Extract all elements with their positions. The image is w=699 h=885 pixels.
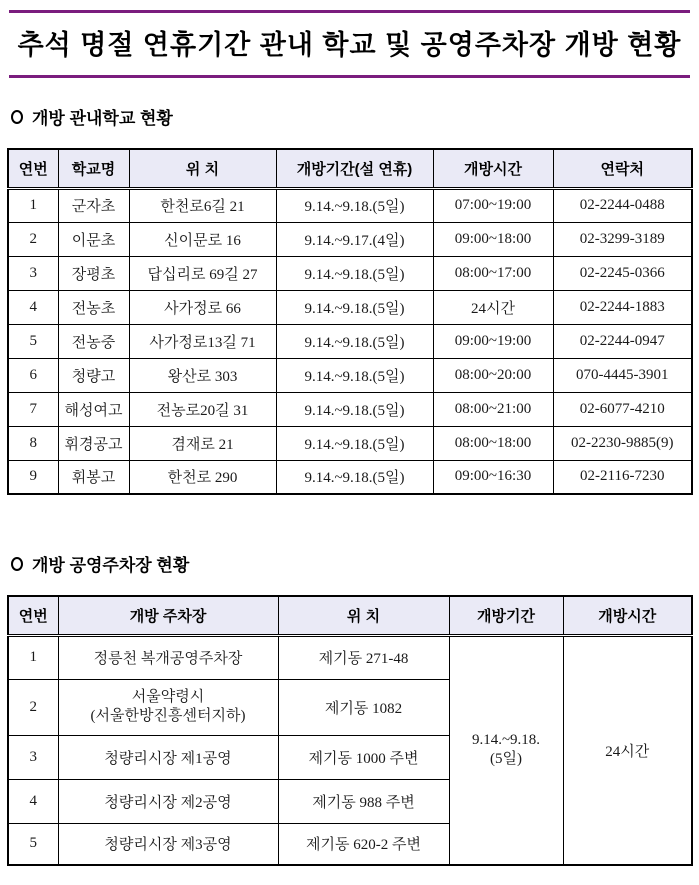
cell-period: 9.14.~9.18.(5일) [276,188,433,222]
cell-hours: 08:00~18:00 [433,426,553,460]
cell-hours: 09:00~18:00 [433,222,553,256]
table-row [8,188,692,222]
cell-no: 4 [8,779,58,823]
cell-period: 9.14.~9.18.(5일) [276,392,433,426]
section-heading-schools [11,104,692,129]
cell-hours: 24시간 [433,290,553,324]
table-row [8,426,692,460]
cell-location: 제기동 1082 [278,679,449,735]
table-row [8,256,692,290]
cell-hours: 08:00~21:00 [433,392,553,426]
cell-contact: 02-2244-0488 [553,188,692,222]
column-header-location: 위 치 [278,596,449,635]
section-heading-schools-label: 개방 관내학교 현황 [32,109,173,129]
cell-school-name: 휘봉고 [58,460,129,494]
column-header-period: 개방기간(설 연휴) [276,149,433,188]
cell-contact: 02-2116-7230 [553,460,692,494]
cell-contact: 02-2230-9885(9) [553,426,692,460]
cell-contact: 02-6077-4210 [553,392,692,426]
table-row [8,635,692,679]
page-title: 추석 명절 연휴기간 관내 학교 및 공영주차장 개방 현황 [17,30,682,60]
title-rule-top [9,10,690,13]
table-row [8,460,692,494]
cell-location: 사가정로 66 [129,290,276,324]
cell-hours-merged: 24시간 [563,635,692,865]
section-heading-parking-label: 개방 공영주차장 현황 [32,556,190,576]
cell-school-name: 해성여고 [58,392,129,426]
column-header-contact: 연락처 [553,149,692,188]
cell-no: 3 [8,735,58,779]
column-header-hours: 개방시간 [433,149,553,188]
cell-location: 제기동 988 주변 [278,779,449,823]
column-header-school-name: 학교명 [58,149,129,188]
cell-location: 답십리로 69길 27 [129,256,276,290]
column-header-no: 연번 [8,149,58,188]
cell-period: 9.14.~9.18.(5일) [276,426,433,460]
cell-no: 1 [8,188,58,222]
period-line1: 9.14.~9.18. [471,731,541,748]
cell-school-name: 군자초 [58,188,129,222]
parking-table-header-row [8,596,692,635]
column-header-parking-name: 개방 주차장 [58,596,278,635]
cell-period: 9.14.~9.17.(4일) [276,222,433,256]
cell-hours: 08:00~20:00 [433,358,553,392]
cell-location: 제기동 620-2 주변 [278,823,449,865]
cell-period: 9.14.~9.18.(5일) [276,290,433,324]
schools-table [7,148,693,495]
cell-location: 사가정로13길 71 [129,324,276,358]
cell-contact: 070-4445-3901 [553,358,692,392]
cell-school-name: 휘경공고 [58,426,129,460]
cell-school-name: 전농중 [58,324,129,358]
cell-no: 5 [8,823,58,865]
cell-period: 9.14.~9.18.(5일) [276,256,433,290]
cell-no: 5 [8,324,58,358]
cell-contact: 02-2244-1883 [553,290,692,324]
cell-parking-name: 청량리시장 제1공영 [58,735,278,779]
cell-parking-name [58,679,278,735]
parking-table [7,595,693,866]
cell-location: 제기동 1000 주변 [278,735,449,779]
column-header-no: 연번 [8,596,58,635]
cell-hours: 09:00~19:00 [433,324,553,358]
column-header-hours: 개방시간 [563,596,692,635]
parking-name-line2: (서울한방진흥센터지하) [90,708,246,725]
cell-parking-name: 청량리시장 제2공영 [58,779,278,823]
cell-school-name: 청량고 [58,358,129,392]
cell-no: 8 [8,426,58,460]
schools-table-header-row [8,149,692,188]
cell-no: 3 [8,256,58,290]
document-page [0,10,699,866]
table-row [8,358,692,392]
period-line2: (5일) [490,751,522,768]
cell-no: 7 [8,392,58,426]
cell-location: 신이문로 16 [129,222,276,256]
cell-period-merged [449,635,563,865]
cell-contact: 02-2244-0947 [553,324,692,358]
cell-no: 4 [8,290,58,324]
cell-no: 2 [8,222,58,256]
cell-no: 6 [8,358,58,392]
cell-school-name: 전농초 [58,290,129,324]
cell-contact: 02-3299-3189 [553,222,692,256]
cell-location: 한천로6길 21 [129,188,276,222]
cell-hours: 08:00~17:00 [433,256,553,290]
table-row [8,222,692,256]
table-row [8,324,692,358]
cell-no: 2 [8,679,58,735]
cell-parking-name: 청량리시장 제3공영 [58,823,278,865]
cell-location: 전농로20길 31 [129,392,276,426]
section-heading-parking [11,551,692,576]
cell-school-name: 장평초 [58,256,129,290]
parking-name-line1: 서울약령시 [131,688,205,705]
column-header-location: 위 치 [129,149,276,188]
cell-no: 1 [8,635,58,679]
cell-location: 한천로 290 [129,460,276,494]
cell-school-name: 이문초 [58,222,129,256]
cell-location: 겸재로 21 [129,426,276,460]
hollow-circle-bullet-icon [11,110,23,124]
table-row [8,392,692,426]
column-header-period: 개방기간 [449,596,563,635]
cell-contact: 02-2245-0366 [553,256,692,290]
cell-period: 9.14.~9.18.(5일) [276,324,433,358]
cell-period: 9.14.~9.18.(5일) [276,460,433,494]
hollow-circle-bullet-icon [11,557,23,571]
table-row [8,290,692,324]
cell-hours: 07:00~19:00 [433,188,553,222]
cell-no: 9 [8,460,58,494]
cell-hours: 09:00~16:30 [433,460,553,494]
cell-location: 제기동 271-48 [278,635,449,679]
cell-location: 왕산로 303 [129,358,276,392]
title-rule-bottom [9,75,690,78]
cell-period: 9.14.~9.18.(5일) [276,358,433,392]
cell-parking-name: 정릉천 복개공영주차장 [58,635,278,679]
